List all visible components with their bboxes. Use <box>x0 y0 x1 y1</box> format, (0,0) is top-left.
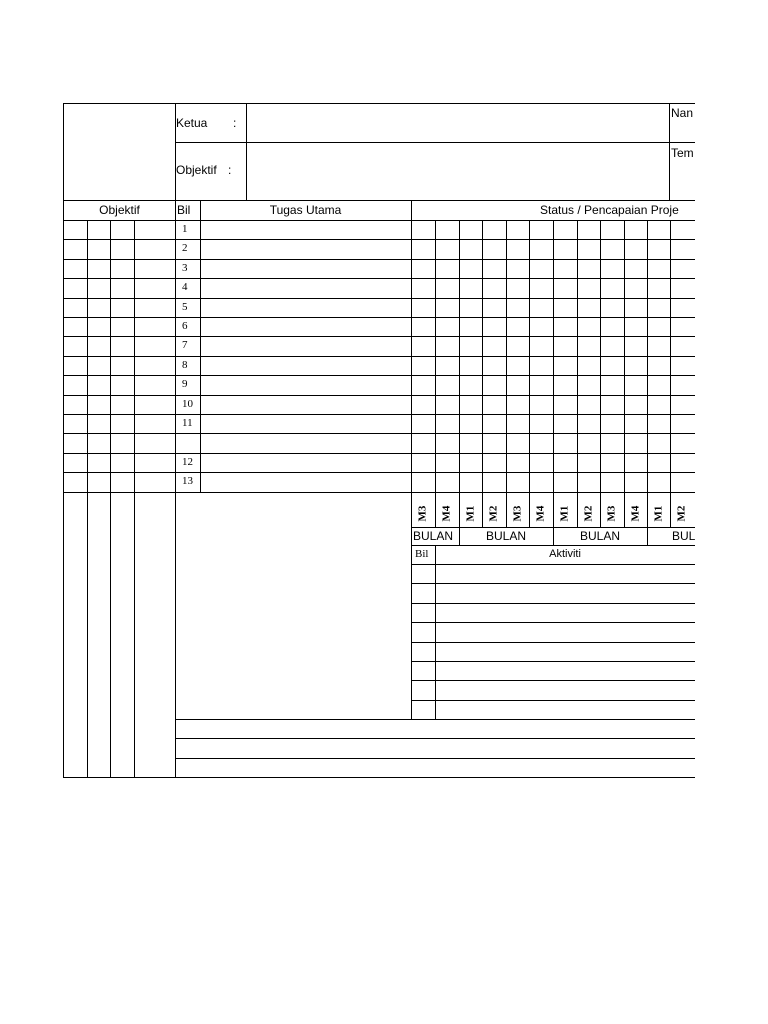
task-row-number: 13 <box>182 475 193 487</box>
activity-row-line <box>411 661 695 662</box>
ketua-colon: : <box>233 116 237 130</box>
week-label: M2 <box>582 505 594 522</box>
task-row-number: 4 <box>182 281 188 293</box>
week-label: M3 <box>416 505 429 522</box>
activity-row-line <box>411 603 695 604</box>
bil-left-line <box>175 200 176 778</box>
activity-row-line <box>411 642 695 643</box>
week-column-line <box>670 220 671 528</box>
activity-row-line <box>411 583 695 584</box>
week-label: M4 <box>440 505 453 522</box>
header-divider <box>175 142 695 143</box>
week-column-line <box>577 220 578 528</box>
activity-bil-divider <box>435 545 436 720</box>
task-row-number: 12 <box>182 456 193 468</box>
task-row-number: 8 <box>182 359 188 371</box>
frame-bottom <box>63 777 695 778</box>
week-column-line <box>624 220 625 528</box>
week-label: M4 <box>534 505 547 522</box>
activity-aktiviti-label: Aktiviti <box>549 548 581 560</box>
month-label: BULAN <box>485 529 526 543</box>
week-label: M1 <box>464 505 476 522</box>
objektif-colon: : <box>228 163 232 177</box>
week-label: M3 <box>511 505 523 522</box>
objektif-subcolumn-line <box>134 220 135 778</box>
month-label: BULAN <box>579 529 620 543</box>
month-label: BULAN <box>413 529 454 543</box>
week-column-line <box>600 220 601 528</box>
week-column-line <box>647 220 648 528</box>
week-label: M1 <box>558 505 571 522</box>
activity-bil-label: Bil <box>415 548 429 560</box>
task-row-number: 2 <box>182 242 188 254</box>
header-right-divider <box>669 103 670 201</box>
objektif-subcolumn-line <box>110 220 111 778</box>
column-header-bil: Bil <box>177 203 191 217</box>
activity-row-line <box>411 700 695 701</box>
week-column-line <box>482 220 483 528</box>
activity-row-line <box>411 680 695 681</box>
ketua-label: Ketua <box>176 116 208 130</box>
bil-right-line <box>200 200 201 493</box>
column-header-status: Status / Pencapaian Proje <box>540 203 679 217</box>
month-label: BUL <box>672 529 696 543</box>
task-row-number: 9 <box>182 378 188 390</box>
header-label-divider <box>246 103 247 201</box>
task-row-number: 11 <box>182 417 193 429</box>
week-label: M4 <box>629 505 641 522</box>
frame-top <box>63 103 695 104</box>
week-column-line <box>506 220 507 528</box>
remarks-line <box>175 738 695 739</box>
month-divider <box>647 527 648 546</box>
week-column-line <box>459 220 460 528</box>
task-row-number: 1 <box>182 223 188 235</box>
column-header-objektif: Objektif <box>99 203 140 217</box>
task-row-number: 10 <box>182 398 193 410</box>
activity-row-line <box>411 622 695 623</box>
objektif-label: Objektif <box>176 163 217 177</box>
header-bottom <box>63 200 695 201</box>
remarks-line <box>175 719 695 720</box>
activity-header-bottom <box>411 564 695 565</box>
task-row-number: 3 <box>182 262 188 274</box>
task-row-number: 6 <box>182 320 188 332</box>
week-label: M1 <box>652 505 664 522</box>
remarks-line <box>175 758 695 759</box>
week-column-line <box>529 220 530 528</box>
week-column-line <box>435 220 436 528</box>
task-row-number: 7 <box>182 339 188 351</box>
week-label: M2 <box>487 505 500 522</box>
week-label: M2 <box>675 505 688 522</box>
nama-label: Nan <box>671 106 694 120</box>
week-label: M3 <box>605 505 618 522</box>
task-row-number: 5 <box>182 301 188 313</box>
tempoh-label: Tem <box>671 146 694 160</box>
objektif-subcolumn-line <box>87 220 88 778</box>
week-column-line <box>553 220 554 528</box>
column-header-tugas-utama: Tugas Utama <box>269 203 342 217</box>
